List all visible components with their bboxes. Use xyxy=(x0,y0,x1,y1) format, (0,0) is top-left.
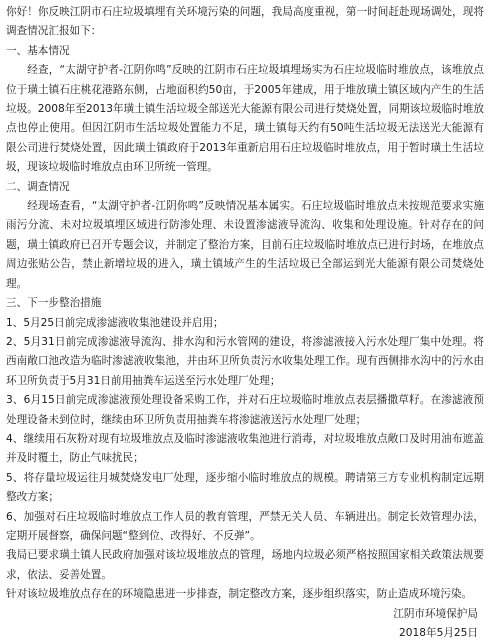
signature-organization: 江阴市环境保护局 xyxy=(393,607,478,620)
measure-item-6: 6、加强对石庄垃圾临时堆放点工作人员的教育管理，严禁无关人员、车辆进出。制定长效管理办法，定期开展督察，确保问题“整到位、改得好、不反弹”。 xyxy=(6,510,484,542)
section-2-paragraph: 经现场查看，“太湖守护者-江阴你鸣”反映情况基本属实。石庄垃圾临时堆放点未按规范要求实施雨污分流、未对垃圾填埋区域进行防渗处理、未设置渗滤液导流沟、收集和处理设施。针对存在的问题，璜土镇政府已召开专题会议，并制定了整治方案，目前石庄垃圾临时堆放点已进行封场，在堆放点周边张贴公告，禁止新增垃圾的进入，璜土镇域产生的生活垃圾已全部运到光大能源有限公司焚烧处理。 xyxy=(6,200,484,290)
closing-paragraph-1: 我局已要求璜土镇人民政府加强对该垃圾堆放点的管理，场地内垃圾必须严格按照国家相关政策法规要求，依法、妥善处置。 xyxy=(6,549,484,581)
measure-item-1: 1、5月25日前完成渗滤液收集池建设并启用； xyxy=(6,316,224,329)
section-3-heading: 三、下一步整治措施 xyxy=(6,297,102,310)
section-1-heading: 一、基本情况 xyxy=(6,44,70,57)
measure-item-2: 2、5月31日前完成渗滤液导流沟、排水沟和污水管网的建设，将渗滤液接入污水处理厂集中处理。将西南敞口池改造为临时渗滤液收集池，并由环卫所负责污水收集处理工作。现有西侧排水沟中的污水由环卫所负责于5月31日前用抽粪车运送至污水处理厂处理； xyxy=(6,335,484,387)
measure-item-4: 4、继续用石灰粉对现有垃圾堆放点及临时渗滤液收集池进行消毒，对垃圾堆放点敞口及时用油布遮盖并及时覆土，防止气味扰民； xyxy=(6,432,484,465)
measure-item-5: 5、将存量垃圾运往月城焚烧发电厂处理，逐步缩小临时堆放点的规模。聘请第三方专业机构制定远期整改方案； xyxy=(6,471,484,504)
section-2-heading: 二、调查情况 xyxy=(6,180,70,193)
measure-item-3: 3、6月15日前完成渗滤液预处理设备采购工作，并对石庄垃圾临时堆放点表层播撒草籽。在渗滤液预处理设备未到位时，继续由环卫所负责用抽粪车将渗滤液送污水处理厂处理； xyxy=(6,394,484,426)
signature-date: 2018年5月25日 xyxy=(399,627,478,639)
greeting-paragraph: 你好！你反映江阴市石庄垃圾填埋有关环境污染的问题，我局高度重视，第一时间赶赴现场调处，现将调查情况汇报如下： xyxy=(6,6,484,38)
closing-paragraph-2: 针对该垃圾堆放点存在的环境隐患进一步排查，制定整改方案，逐步组织落实，防止造成环境污染。 xyxy=(6,588,473,601)
section-1-paragraph: 经查，“太湖守护者-江阴你鸣”反映的江阴市石庄垃圾填埋场实为石庄垃圾临时堆放点，该堆放点位于璜土镇石庄桃花港路东侧，占地面积约50亩，于2005年建成，用于堆放璜土镇区域内产生的生活垃圾。2008年至2013年璜土镇生活垃圾全部送光大能源有限公司进行焚烧处置，同期该垃圾临时堆放点也停止使用。但因江阴市生活垃圾处置能力不足，璜土镇每天约有50吨生活垃圾无法送光大能源有限公司进行焚烧处置，因此璜土镇政府于2013年重新启用石庄垃圾临时堆放点，用于暂时璜土生活垃圾，现该垃圾临时堆放点由环卫所统一管理。 xyxy=(6,64,484,174)
